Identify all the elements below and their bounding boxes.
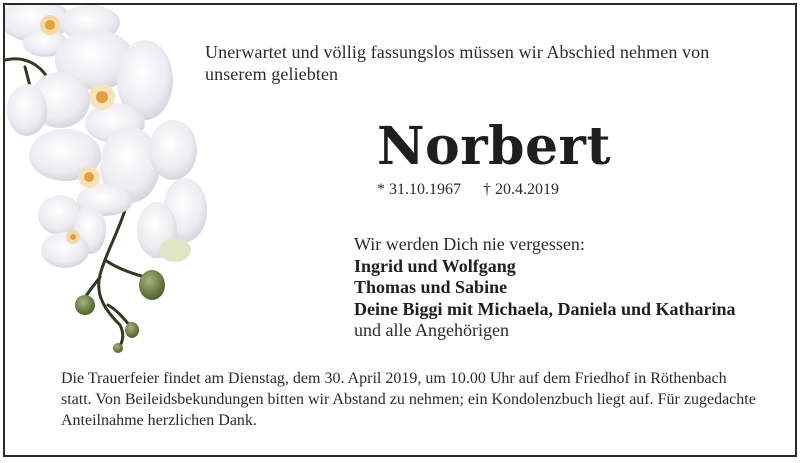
orchid-image <box>5 5 220 355</box>
deceased-name: Norbert <box>377 116 611 177</box>
intro-text: Unerwartet und völlig fassungslos müssen wir Abschied nehmen von unserem geliebten <box>205 42 710 84</box>
death-date: † 20.4.2019 <box>483 181 559 198</box>
mourners-closing: und alle Angehörigen <box>354 320 509 340</box>
mourner-name: Deine Biggi mit Michaela, Daniela und Katharina <box>354 298 736 319</box>
birth-date: * 31.10.1967 <box>377 181 461 198</box>
mourner-name: Thomas und Sabine <box>354 277 508 297</box>
mourners-block <box>354 234 736 342</box>
funeral-notice: Die Trauerfeier findet am Dienstag, dem 30. April 2019, um 10.00 Uhr auf dem Friedhof in Röthenbach statt. Von Beileidsbekundungen bitten wir Abstand zu nehmen; ein Kondolenzbuch liegt auf. Für zugedachte Anteilnahme herzlichen Dank. <box>61 370 756 429</box>
life-dates <box>377 180 559 200</box>
mourner-name: Ingrid und Wolfgang <box>354 255 516 276</box>
obituary-card <box>3 3 797 457</box>
mourners-lead: Wir werden Dich nie vergessen: <box>354 234 585 254</box>
